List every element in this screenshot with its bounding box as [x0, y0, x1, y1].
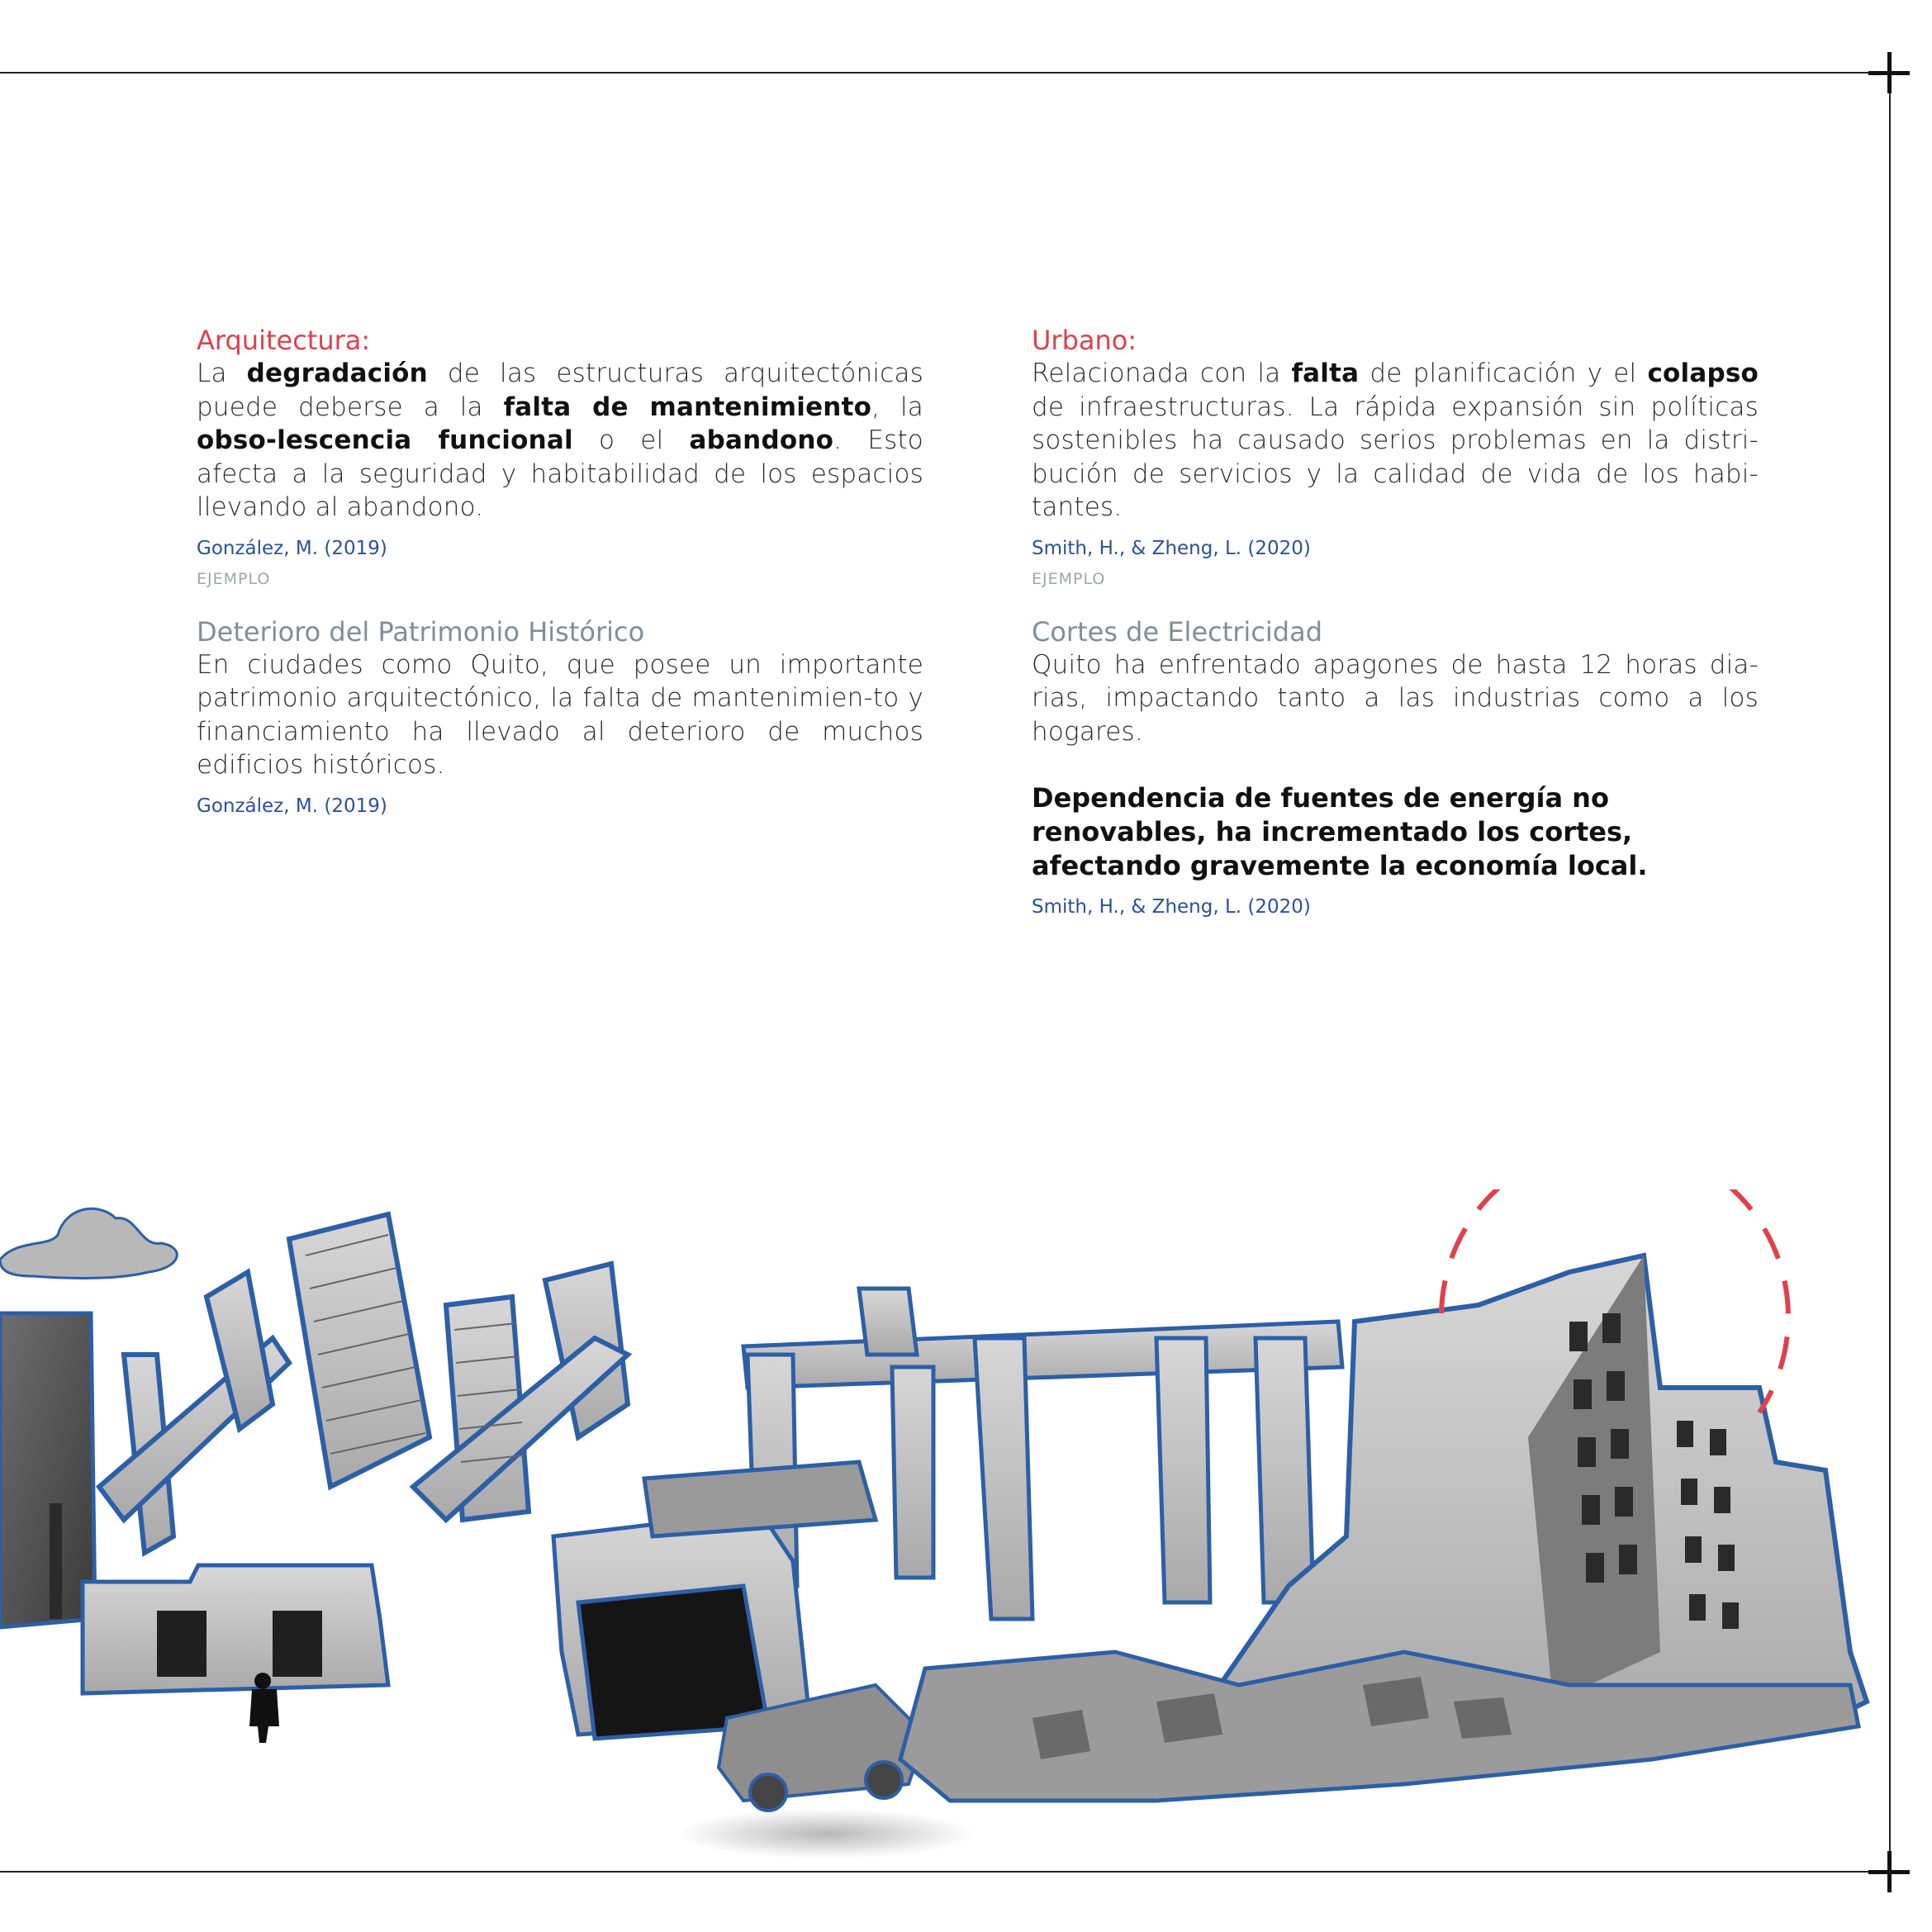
text-run: de las estructuras arquitectónicas puede deberse a la: [197, 358, 923, 422]
urban-heading: Urbano:: [1032, 325, 1137, 356]
text-run: Relacionada con la: [1032, 358, 1292, 388]
urban-example-tag: EJEMPLO: [1032, 569, 1106, 588]
electricity-body: Quito ha enfrentado apagones de hasta 12 horas dia-rias, impactando tanto a las industrias como a los hogares.: [1032, 649, 1759, 747]
electricity-emphasis: Dependencia de fuentes de energía no renovables, ha incrementado los cortes, afectando gravemente la economía local.: [1032, 782, 1648, 881]
frame-bottom-line: [0, 1871, 1892, 1873]
architecture-heading: Arquitectura:: [197, 325, 371, 356]
text-run: o el: [572, 425, 690, 455]
cloud-shape: [0, 1208, 177, 1278]
architecture-body: [197, 357, 923, 525]
ruins-collage-illustration: [0, 1189, 1883, 1867]
crop-mark-top-right: [1868, 52, 1910, 93]
text-run: . Esto afecta a la seguridad y habitabilidad de los espacios llevando al abandono.: [197, 425, 923, 522]
heritage-heading: Deterioro del Patrimonio Histórico: [197, 615, 645, 648]
electricity-heading: Cortes de Electricidad: [1032, 615, 1323, 648]
low-building: [83, 1565, 388, 1693]
emphasis: degradación: [246, 358, 428, 388]
left-column: [197, 324, 923, 819]
emphasis: abandono: [689, 425, 834, 455]
emphasis: colapso: [1647, 358, 1759, 388]
urban-body: [1032, 357, 1759, 525]
right-column: [1032, 324, 1759, 919]
text-run: , la: [871, 392, 923, 422]
collapsed-frames: [99, 1214, 628, 1553]
emphasis: falta: [1291, 358, 1360, 388]
emphasis: falta de mantenimiento: [503, 392, 872, 422]
urban-citation: Smith, H., & Zheng, L. (2020): [1032, 537, 1311, 559]
heritage-citation: González, M. (2019): [197, 795, 387, 817]
heritage-body: En ciudades como Quito, que posee un importante patrimonio arquitectónico, la falta de mantenimien-to y financiamiento ha llevado al deterioro de muchos edificios históricos.: [197, 649, 923, 780]
frame-right-line: [1889, 72, 1891, 1873]
emphasis: obso-lescencia funcional: [197, 425, 573, 455]
car-shadow: [677, 1809, 975, 1858]
architecture-citation: González, M. (2019): [197, 537, 387, 559]
text-run: de planificación y el: [1359, 358, 1648, 388]
frame-top-line: [0, 72, 1892, 74]
text-run: La: [197, 358, 247, 388]
colonnade-ruin: [743, 1289, 1342, 1619]
electricity-citation: Smith, H., & Zheng, L. (2020): [1032, 896, 1311, 918]
architecture-example-tag: EJEMPLO: [197, 569, 271, 588]
text-run: de infraestructuras. La rápida expansión sin políticas sostenibles ha causado serios problemas en la distri-bución de servicios y la calidad de vida de los habi-tantes.: [1032, 392, 1759, 522]
